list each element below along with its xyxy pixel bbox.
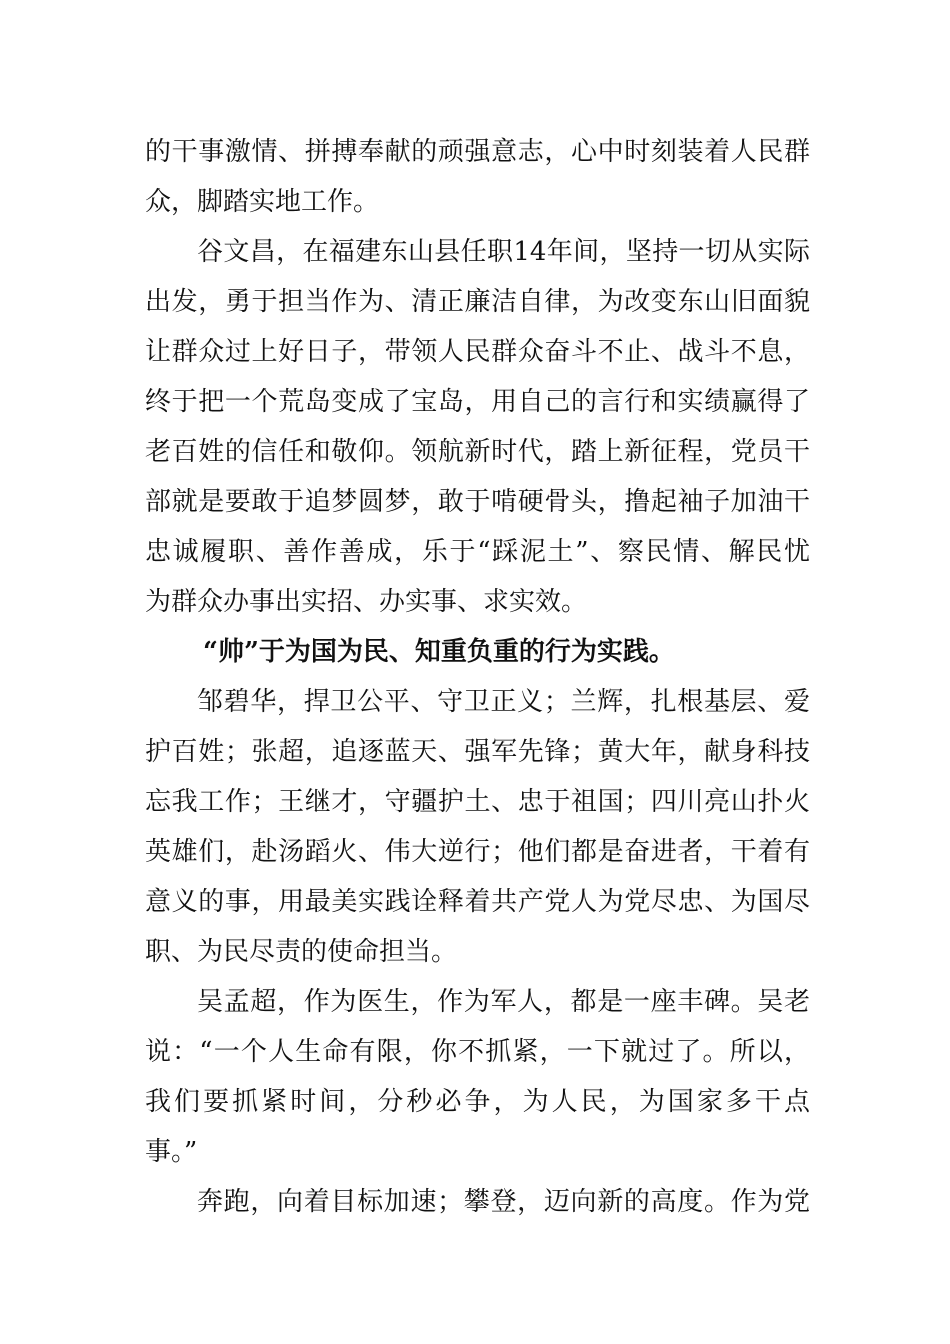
paragraph	[145, 227, 810, 627]
text-line: 终于把一个荒岛变成了宝岛，用自己的言行和实绩赢得了	[145, 387, 810, 417]
text-line: 意义的事，用最美实践诠释着共产党人为党尽忠、为国尽	[145, 887, 810, 917]
text-line: 出发，勇于担当作为、清正廉洁自律，为改变东山旧面貌	[145, 287, 810, 317]
text-line: 英雄们，赴汤蹈火、伟大逆行；他们都是奋进者，干着有	[145, 837, 810, 867]
text-line: 的干事激情、拼搏奉献的顽强意志，心中时刻装着人民群	[145, 137, 810, 167]
text-line: 我们要抓紧时间，分秒必争，为人民，为国家多干点	[145, 1087, 810, 1117]
paragraph	[145, 677, 810, 977]
paragraph	[145, 977, 810, 1177]
text-line: 让群众过上好日子，带领人民群众奋斗不止、战斗不息，	[145, 337, 810, 367]
text-line: 为群众办事出实招、办实事、求实效。	[145, 587, 588, 617]
section-heading	[145, 627, 810, 677]
text-line: 吴孟超，作为医生，作为军人，都是一座丰碑。吴老	[197, 987, 810, 1017]
text-line: 邹碧华，捍卫公平、守卫正义；兰辉，扎根基层、爱	[197, 687, 810, 717]
document-body	[145, 127, 810, 1227]
text-line: 护百姓；张超，追逐蓝天、强军先锋；黄大年，献身科技	[145, 737, 810, 767]
paragraph	[145, 1177, 810, 1227]
paragraph	[145, 127, 810, 227]
text-line: 职、为民尽责的使命担当。	[145, 937, 458, 967]
text-line: 说：“一个人生命有限，你不抓紧，一下就过了。所以，	[145, 1037, 810, 1067]
text-line: 忠诚履职、善作善成，乐于“踩泥土”、察民情、解民忧	[145, 537, 810, 567]
text-line: 忘我工作；王继才，守疆护土、忠于祖国；四川亮山扑火	[145, 787, 810, 817]
text-line: 奔跑，向着目标加速；攀登，迈向新的高度。作为党	[197, 1187, 810, 1217]
heading-line: “帅”于为国为民、知重负重的行为实践。	[203, 637, 675, 667]
text-line: 众，脚踏实地工作。	[145, 187, 380, 217]
text-line: 事。”	[145, 1137, 198, 1167]
text-line: 谷文昌，在福建东山县任职14年间，坚持一切从实际	[197, 237, 810, 267]
text-line: 部就是要敢于追梦圆梦，敢于啃硬骨头，撸起袖子加油干	[145, 487, 810, 517]
text-line: 老百姓的信任和敬仰。领航新时代，踏上新征程，党员干	[145, 437, 810, 467]
